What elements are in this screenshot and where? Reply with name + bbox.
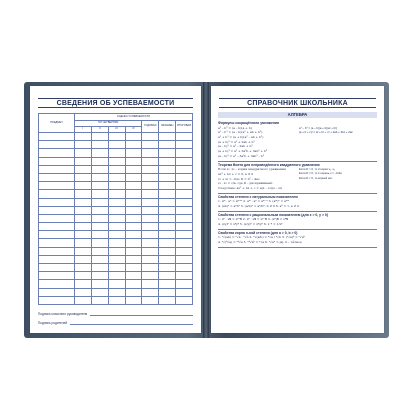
subject-cell[interactable] (39, 141, 75, 149)
table-row (39, 149, 193, 157)
reference-title: СПРАВОЧНИК ШКОЛЬНИКА (244, 100, 351, 107)
table-row (39, 239, 193, 247)
grade-cell[interactable] (176, 223, 193, 231)
grade-cell[interactable] (159, 231, 176, 239)
formula-block (218, 194, 377, 212)
grade-cell[interactable] (125, 173, 142, 181)
grade-cell[interactable] (159, 182, 176, 190)
grade-cell[interactable] (176, 182, 193, 190)
grade-cell[interactable] (125, 190, 142, 198)
subject-cell[interactable] (39, 198, 75, 206)
grade-cell[interactable] (75, 239, 92, 247)
grade-cell[interactable] (108, 223, 125, 231)
subject-cell[interactable] (39, 239, 75, 247)
formula-side-line: Если D < 0, то корней нет. (299, 175, 333, 180)
formula-block-heading: Свойства корня n-ной степени (для a > 0, b > 0) (218, 230, 298, 235)
table-row (39, 190, 193, 198)
formula-line: Если x₁, x₂ – корни квадратного уравнения (218, 167, 286, 172)
grade-cell[interactable] (176, 198, 193, 206)
grade-cell[interactable] (142, 157, 159, 165)
grade-cell[interactable] (125, 247, 142, 255)
parent-signature-row (38, 316, 193, 325)
table-row (39, 173, 193, 181)
grade-cell[interactable] (91, 223, 108, 231)
table-row (39, 165, 193, 173)
grade-cell[interactable] (159, 272, 176, 280)
grade-cell[interactable] (142, 223, 159, 231)
grade-cell[interactable] (75, 133, 92, 141)
grade-cell[interactable] (176, 173, 193, 181)
grade-cell[interactable] (108, 173, 125, 181)
grade-cell[interactable] (91, 214, 108, 222)
grade-cell[interactable] (108, 165, 125, 173)
final-col-annual: ГОДОВАЯ (142, 121, 159, 133)
final-col-total: ИТОГОВАЯ (176, 121, 193, 133)
grade-cell[interactable] (125, 141, 142, 149)
grade-cell[interactable] (159, 165, 176, 173)
table-row (39, 288, 193, 296)
grade-cell[interactable] (125, 272, 142, 280)
grade-cell[interactable] (142, 296, 159, 304)
table-row (39, 141, 193, 149)
subject-cell[interactable] (39, 149, 75, 157)
subject-header: ПРЕДМЕТ (39, 114, 75, 133)
grade-cell[interactable] (142, 272, 159, 280)
formula-line: 4. (xy)ᵖ = xᵖyᵖ 5. (x/y)ᵖ = xᵖ/yᵖ 6. x⁻ᵖ = 1/xᵖ (218, 221, 283, 226)
formula-block (218, 120, 377, 162)
grades-title: СВЕДЕНИЯ ОБ УСПЕВАЕМОСТИ (54, 100, 178, 107)
table-row (39, 223, 193, 231)
grade-cell[interactable] (75, 141, 92, 149)
final-col-exam: ЭКЗАМЕН (159, 121, 176, 133)
grade-cell[interactable] (125, 206, 142, 214)
grade-cell[interactable] (108, 214, 125, 222)
grade-cell[interactable] (125, 280, 142, 288)
algebra-section-header: АЛГЕБРА (218, 112, 377, 118)
grade-cell[interactable] (142, 206, 159, 214)
formula-line: x₁ + x₂ = –b/a; D = b² – 4ac (218, 176, 260, 181)
grade-cell[interactable] (125, 157, 142, 165)
grade-cell[interactable] (75, 157, 92, 165)
grades-title-frame (38, 98, 193, 108)
grade-cell[interactable] (142, 198, 159, 206)
subject-cell[interactable] (39, 247, 75, 255)
grade-cell[interactable] (176, 247, 193, 255)
grade-cell[interactable] (142, 190, 159, 198)
teacher-signature-row (38, 307, 193, 316)
formula-line: (a + b)³ = a³ + 3a²b + 3ab² + b³ (218, 149, 268, 154)
grade-cell[interactable] (125, 264, 142, 272)
grade-cell[interactable] (75, 288, 92, 296)
grade-cell[interactable] (142, 247, 159, 255)
grade-cell[interactable] (176, 214, 193, 222)
table-row (39, 264, 193, 272)
subject-cell[interactable] (39, 296, 75, 304)
grade-cell[interactable] (75, 280, 92, 288)
subject-cell[interactable] (39, 255, 75, 263)
grade-cell[interactable] (75, 223, 92, 231)
grade-cell[interactable] (91, 149, 108, 157)
grade-cell[interactable] (91, 157, 108, 165)
grade-cell[interactable] (142, 280, 159, 288)
subject-cell[interactable] (39, 182, 75, 190)
grade-cell[interactable] (91, 247, 108, 255)
grade-cell[interactable] (91, 239, 108, 247)
grade-cell[interactable] (75, 231, 92, 239)
subject-cell[interactable] (39, 223, 75, 231)
parent-signature-line[interactable] (70, 324, 193, 325)
formula-line: 1. xᵖ · xᑫ = xᵖ⁺ᑫ 2. xᵖ : xᑫ = xᵖ⁻ᑫ 3. (xᵖ)ᑫ = xᵖᑫ (218, 217, 288, 222)
grade-cell[interactable] (142, 173, 159, 181)
formula-block-heading: Теорема Виета для неприведённого квадратного уравнения (218, 162, 320, 167)
grade-cell[interactable] (91, 296, 108, 304)
grades-page (30, 86, 201, 333)
grade-cell[interactable] (159, 239, 176, 247)
grade-cell[interactable] (176, 133, 193, 141)
grade-cell[interactable] (176, 272, 193, 280)
teacher-signature-label: Подпись классного руководителя (38, 312, 88, 316)
formula-line: a³ + b³ = (a + b)(a² – ab + b²) (218, 135, 264, 139)
subject-cell[interactable] (39, 206, 75, 214)
formula-block-heading: Свойства степени с рациональным показателем (для x > 0, y > 0) (218, 212, 328, 217)
grade-cell[interactable] (142, 214, 159, 222)
grade-cell[interactable] (75, 272, 92, 280)
grade-cell[interactable] (75, 198, 92, 206)
grade-cell[interactable] (142, 165, 159, 173)
grade-cell[interactable] (108, 231, 125, 239)
grade-cell[interactable] (159, 141, 176, 149)
grade-cell[interactable] (75, 206, 92, 214)
grade-cell[interactable] (108, 239, 125, 247)
grade-cell[interactable] (91, 182, 108, 190)
grade-cell[interactable] (125, 182, 142, 190)
grade-cell[interactable] (176, 280, 193, 288)
table-row (39, 182, 193, 190)
grade-cell[interactable] (75, 247, 92, 255)
formula-block (218, 212, 377, 230)
subject-cell[interactable] (39, 133, 75, 141)
subject-cell[interactable] (39, 165, 75, 173)
subject-cell[interactable] (39, 214, 75, 222)
grade-cell[interactable] (176, 149, 193, 157)
grade-cell[interactable] (91, 173, 108, 181)
formula-side-line: (a + b + c)² = a² + b² + c² + 2ab + 2bc + 2ac (299, 129, 353, 134)
grade-cell[interactable] (125, 296, 142, 304)
grade-cell[interactable] (75, 165, 92, 173)
grade-cell[interactable] (142, 288, 159, 296)
grade-cell[interactable] (142, 133, 159, 141)
notebook-spine (203, 82, 209, 338)
reference-page (211, 86, 384, 333)
grade-cell[interactable] (176, 239, 193, 247)
formula-side-line: Если D = 0, то 1 корень x = –b/2a (299, 171, 342, 176)
quarters-header: ПО ЧЕТВЕРТЯМ (75, 121, 142, 127)
grade-cell[interactable] (159, 223, 176, 231)
grade-cell[interactable] (108, 247, 125, 255)
grade-cell[interactable] (91, 198, 108, 206)
formula-line: a³ – b³ = (a – b)(a² + ab + b²) (218, 130, 263, 135)
grade-cell[interactable] (91, 288, 108, 296)
grade-cell[interactable] (159, 149, 176, 157)
grade-cell[interactable] (142, 255, 159, 263)
grade-cell[interactable] (108, 149, 125, 157)
grade-cell[interactable] (108, 280, 125, 288)
grade-cell[interactable] (125, 133, 142, 141)
grade-cell[interactable] (108, 182, 125, 190)
grade-cell[interactable] (142, 231, 159, 239)
grades-header: ОЦЕНКА УСПЕВАЕМОСТИ (75, 114, 193, 121)
grade-cell[interactable] (142, 149, 159, 157)
grade-cell[interactable] (159, 247, 176, 255)
formula-block (218, 230, 377, 248)
grade-cell[interactable] (159, 296, 176, 304)
grade-cell[interactable] (108, 133, 125, 141)
grade-cell[interactable] (91, 206, 108, 214)
formula-line: Следствие: ax² + bx + c = a(x – x₁)(x – x₂) (218, 185, 283, 190)
grade-cell[interactable] (159, 206, 176, 214)
subject-cell[interactable] (39, 231, 75, 239)
grade-cell[interactable] (108, 198, 125, 206)
subject-cell[interactable] (39, 272, 75, 280)
grade-cell[interactable] (91, 141, 108, 149)
grade-cell[interactable] (91, 190, 108, 198)
grade-cell[interactable] (75, 149, 92, 157)
reference-content (218, 112, 377, 327)
grade-cell[interactable] (176, 264, 193, 272)
grade-cell[interactable] (159, 280, 176, 288)
quarter-col-2: II (91, 127, 108, 133)
grade-cell[interactable] (75, 182, 92, 190)
grade-cell[interactable] (159, 157, 176, 165)
subject-cell[interactable] (39, 264, 75, 272)
grades-table (38, 113, 193, 305)
formula-line: (a – b)² = a² – 2ab + b² (218, 144, 253, 149)
formula-side-line: Если D > 0, то 2 корня x₁, x₂ (299, 167, 336, 172)
grade-cell[interactable] (91, 255, 108, 263)
table-row (39, 214, 193, 222)
grade-cell[interactable] (176, 190, 193, 198)
table-row (39, 255, 193, 263)
table-row (39, 133, 193, 141)
formula-line: ax² + bx + c = 0, a ≠ 0 (218, 171, 254, 176)
grade-cell[interactable] (108, 157, 125, 165)
grade-cell[interactable] (176, 255, 193, 263)
grade-cell[interactable] (176, 288, 193, 296)
grade-cell[interactable] (176, 231, 193, 239)
grade-cell[interactable] (125, 198, 142, 206)
grade-cell[interactable] (125, 288, 142, 296)
formula-line: 1. aᵐ · aⁿ = aᵐ⁺ⁿ 2. aᵐ : aⁿ = aᵐ⁻ⁿ 3. (aᵐ)ⁿ = aᵐⁿ (218, 199, 290, 204)
grade-cell[interactable] (125, 223, 142, 231)
grade-cell[interactable] (159, 133, 176, 141)
table-row (39, 272, 193, 280)
formula-line: 4. (ab)ⁿ = aⁿbⁿ 5. (a/b)ⁿ = aⁿ/bⁿ, b ≠ 0 6. a⁰ = 1, a ≠ 0 (218, 203, 300, 208)
formula-line: (a + b)² = a² + 2ab + b² (218, 139, 255, 144)
grade-cell[interactable] (142, 141, 159, 149)
grade-cell[interactable] (108, 141, 125, 149)
grade-cell[interactable] (108, 272, 125, 280)
subject-cell[interactable] (39, 190, 75, 198)
grade-cell[interactable] (125, 231, 142, 239)
grade-cell[interactable] (159, 198, 176, 206)
formula-block (218, 162, 377, 194)
formula-block-heading: Формулы сокращённого умножения (218, 121, 279, 125)
grade-cell[interactable] (75, 214, 92, 222)
formula-line: 4. ⁿ√(ᵏ√a) = ⁿᵏ√a 5. ⁿᵏ√aᵏ = ⁿ√a 6. ⁿ√aⁿ = |a|, n – чётное (218, 239, 302, 244)
table-row (39, 231, 193, 239)
grade-cell[interactable] (159, 288, 176, 296)
grade-cell[interactable] (125, 149, 142, 157)
quarter-col-3: III (108, 127, 125, 133)
grade-cell[interactable] (75, 173, 92, 181)
formula-line: a² – b² = (a – b)(a + b) (218, 125, 252, 130)
formula-line: x₁ · x₂ = c/a, где D – дискриминант. (218, 181, 274, 186)
grade-cell[interactable] (91, 280, 108, 288)
grade-cell[interactable] (159, 214, 176, 222)
table-row (39, 157, 193, 165)
formula-line: 1. ⁿ√(ab) = ⁿ√a · ⁿ√b 2. ⁿ√(a/b) = ⁿ√a / ⁿ√b 3. (ⁿ√a)ᵏ = ⁿ√aᵏ (218, 235, 305, 240)
grade-cell[interactable] (108, 190, 125, 198)
signature-area (38, 307, 193, 325)
grade-cell[interactable] (159, 173, 176, 181)
grade-cell[interactable] (142, 182, 159, 190)
subject-cell[interactable] (39, 280, 75, 288)
teacher-signature-line[interactable] (90, 315, 193, 316)
subject-cell[interactable] (39, 173, 75, 181)
formula-line: (a – b)³ = a³ – 3a²b + 3ab² – b³ (218, 153, 265, 158)
grade-cell[interactable] (159, 264, 176, 272)
grade-cell[interactable] (125, 165, 142, 173)
grade-cell[interactable] (108, 296, 125, 304)
grade-cell[interactable] (176, 157, 193, 165)
table-row (39, 206, 193, 214)
grade-cell[interactable] (91, 264, 108, 272)
grade-cell[interactable] (176, 141, 193, 149)
subject-cell[interactable] (39, 288, 75, 296)
grade-cell[interactable] (75, 296, 92, 304)
grade-cell[interactable] (125, 239, 142, 247)
formula-block-heading: Свойства степени с натуральным показателем (218, 194, 298, 199)
grade-cell[interactable] (91, 165, 108, 173)
grade-cell[interactable] (176, 206, 193, 214)
quarter-col-1: I (75, 127, 92, 133)
grade-cell[interactable] (91, 272, 108, 280)
grade-cell[interactable] (108, 255, 125, 263)
table-row (39, 247, 193, 255)
table-row (39, 198, 193, 206)
grade-cell[interactable] (159, 255, 176, 263)
grade-cell[interactable] (108, 264, 125, 272)
table-row (39, 280, 193, 288)
grade-cell[interactable] (91, 133, 108, 141)
grade-cell[interactable] (142, 239, 159, 247)
grade-cell[interactable] (108, 288, 125, 296)
parent-signature-label: Подпись родителей (38, 321, 68, 325)
quarter-col-4: IV (125, 127, 142, 133)
table-row (39, 296, 193, 304)
grade-cell[interactable] (176, 296, 193, 304)
grade-cell[interactable] (75, 255, 92, 263)
reference-title-frame (219, 98, 376, 108)
grade-cell[interactable] (75, 264, 92, 272)
grade-cell[interactable] (108, 206, 125, 214)
grade-cell[interactable] (142, 264, 159, 272)
grade-cell[interactable] (91, 231, 108, 239)
formula-side-line: a⁴ – b⁴ = (a – b)(a + b)(a² + b²) (299, 125, 338, 130)
subject-cell[interactable] (39, 157, 75, 165)
grade-cell[interactable] (176, 165, 193, 173)
grade-cell[interactable] (125, 214, 142, 222)
grade-cell[interactable] (125, 255, 142, 263)
grade-cell[interactable] (159, 190, 176, 198)
grade-cell[interactable] (75, 190, 92, 198)
